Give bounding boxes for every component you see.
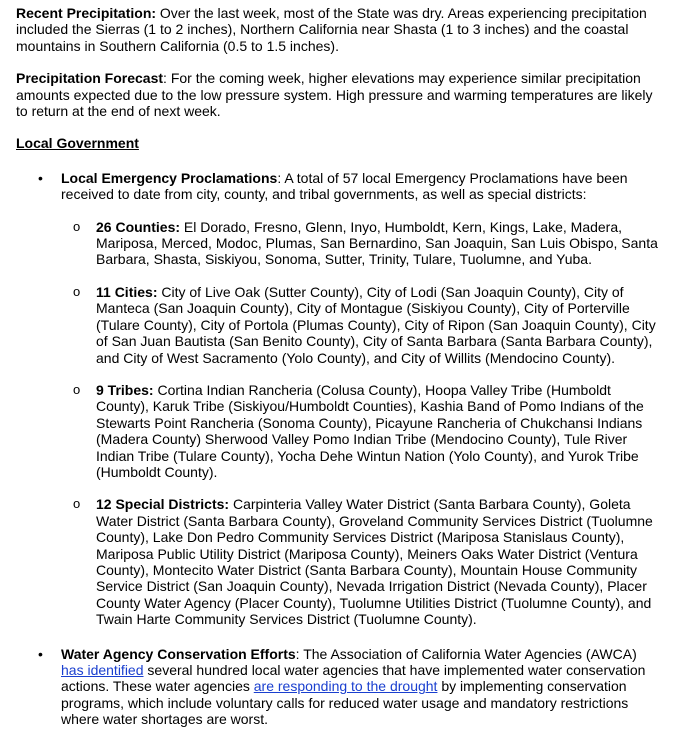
conservation-text-3: by implementing conservation programs, which include voluntary calls for reduced water usage and mandatory restrictions where water shortages are worst.	[61, 678, 629, 728]
proclamations-paragraph	[61, 170, 658, 203]
precipitation-forecast-label: Precipitation Forecast	[16, 70, 164, 87]
sublist-item-tribes	[16, 382, 658, 480]
bullet-icon: •	[38, 645, 43, 662]
conservation-text-1: : The Association of California Water Agencies (AWCA)	[295, 645, 637, 662]
conservation-label: Water Agency Conservation Efforts	[61, 645, 296, 662]
conservation-paragraph	[61, 646, 658, 728]
proclamations-bullet-item	[16, 170, 658, 203]
recent-precipitation-label: Recent Precipitation:	[16, 5, 157, 21]
recent-precipitation-text: Over the last week, most of the State was dry. Areas experiencing precipitation included the Sierras (1 to 2 inches), Northern California near Shasta (1 to 3 inches) and the coastal mountains in Southern California (0.5 to 1.5 inches).	[16, 5, 647, 54]
proclamations-label: Local Emergency Proclamations	[61, 169, 278, 186]
tribes-text: Cortina Indian Rancheria (Colusa County), Hoopa Valley Tribe (Humboldt County), Karuk Tribe (Siskiyou/Humboldt Counties), Kashia Band of Pomo Indians of the Stewarts Point Rancheria (Sonoma County), Picayune Rancheria of Chukchansi Indians (Madera County) Sherwood Valley Pomo Indian Tribe (Mendocino County), Tule River Indian Tribe (Tulare County), Yocha Dehe Wintun Nation (Yolo County), and Yurok Tribe (Humboldt County).	[96, 381, 644, 480]
proclamations-sublist	[16, 219, 658, 628]
precipitation-forecast-text: : For the coming week, higher elevations may experience similar precipitation amounts expected due to the low pressure system. High pressure and warming temperatures are likely to return at the end of next week.	[16, 70, 653, 120]
circle-bullet-icon: o	[73, 218, 81, 234]
circle-bullet-icon: o	[73, 283, 81, 299]
conservation-text-2: several hundred local water agencies that have implemented water conservation actions. These water agencies	[61, 662, 646, 695]
tribes-label: 9 Tribes:	[96, 381, 154, 398]
responding-to-drought-link[interactable]: are responding to the drought	[253, 678, 438, 695]
cities-text: City of Live Oak (Sutter County), City of Lodi (San Joaquin County), City of Manteca (San Joaquin County), City of Montague (Siskiyou County), City of Porterville (Tulare County), City of Portola (Plumas County), City of Ripon (San Joaquin County), City of San Juan Bautista (San Benito County), City of Santa Barbara (Santa Barbara County), and City of West Sacramento (Yolo County), and City of Willits (Mendocino County).	[96, 283, 656, 366]
bullet-icon: •	[38, 169, 43, 186]
cities-label: 11 Cities:	[96, 283, 158, 300]
circle-bullet-icon: o	[73, 381, 81, 397]
precipitation-forecast-paragraph	[16, 70, 658, 119]
special-districts-label: 12 Special Districts:	[96, 496, 230, 513]
recent-precipitation-paragraph	[16, 5, 658, 54]
sublist-item-counties	[16, 219, 658, 268]
sublist-item-cities	[16, 284, 658, 366]
counties-text: El Dorado, Fresno, Glenn, Inyo, Humboldt, Kern, Kings, Lake, Madera, Mariposa, Merced, Modoc, Plumas, San Bernardino, San Joaquin, San Luis Obispo, Santa Barbara, Shasta, Siskiyou, Sonoma, Sutter, Trinity, Tulare, Tuolumne, and Yuba.	[96, 218, 658, 268]
counties-label: 26 Counties:	[96, 218, 181, 235]
has-identified-link[interactable]: has identified	[61, 662, 144, 678]
special-districts-text: Carpinteria Valley Water District (Santa Barbara County), Goleta Water District (Santa Barbara County), Groveland Community Services District (Tuolumne County), Lake Don Pedro Community Services District (Mariposa Stanislaus County), Mariposa Public Utility District (Mariposa County), Meiners Oaks Water District (Ventura County), Montecito Water District (Santa Barbara County), Mountain House Community Service District (San Joaquin County), Nevada Irrigation District (Nevada County), Placer County Water Agency (Placer County), Tuolumne Utilities District (Tuolumne County), and Twain Harte Community Services District (Tuolumne County).	[96, 496, 653, 628]
circle-bullet-icon: o	[73, 496, 81, 512]
conservation-bullet-item	[16, 646, 658, 728]
local-government-heading: Local Government	[16, 135, 139, 152]
proclamations-text: : A total of 57 local Emergency Proclamations have been received to date from city, county, and tribal governments, as well as special districts:	[61, 169, 628, 203]
sublist-item-special-districts	[16, 496, 658, 627]
